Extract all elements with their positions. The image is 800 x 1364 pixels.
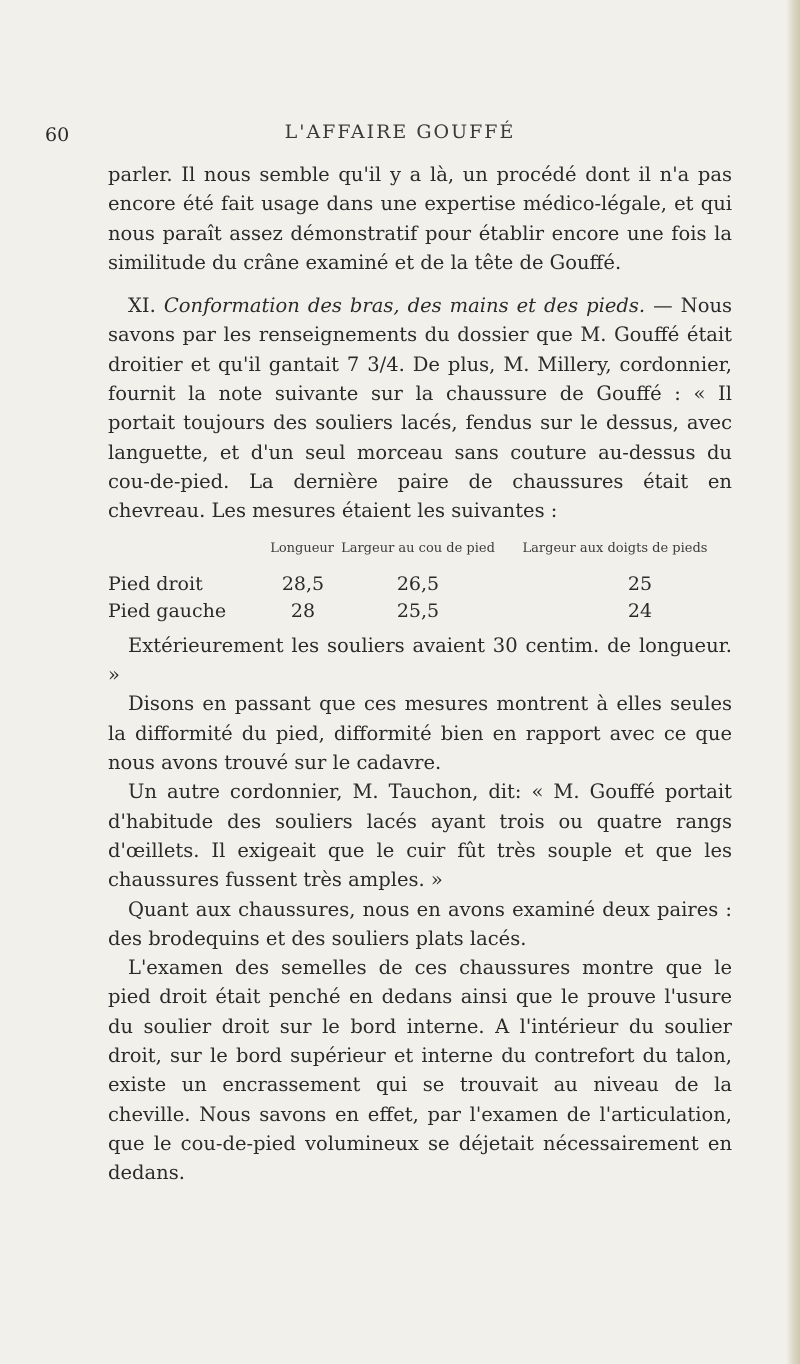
- row-label: Pied gauche: [108, 599, 227, 622]
- header-longueur: Longueur: [270, 540, 334, 556]
- cell-largeur-cou: 25,5: [396, 599, 440, 622]
- running-title: L'AFFAIRE GOUFFÉ: [284, 121, 516, 143]
- section-text: — Nous savons par les renseignements du dossier que M. Gouffé était droitier et qu'il gantait 7 3/4. De plus, M. Millery, cordonnier, fournit la note suivante sur la chaussure de Gouffé : « Il portait toujours des souliers lacés, fendus sur le dessus, avec languette, et d'un seul morceau sans couture au-dessus du cou-de-pied. La dernière paire de chaussures était en chevreau. Les mesures étaient les suivantes :: [108, 294, 733, 523]
- page-number: 60: [45, 124, 70, 146]
- page-edge: [786, 0, 800, 1364]
- cell-longueur: 28: [290, 599, 316, 622]
- cell-largeur-doigts: 25: [627, 572, 653, 595]
- paragraph-continuation: parler. Il nous semble qu'il y a là, un procédé dont il n'a pas encore été fait usage dans une expertise médico-légale, et qui nous paraît assez démonstratif pour établir encore une fois la similitude du crâne examiné et de la tête de Gouffé.: [108, 163, 732, 274]
- paragraph: Extérieurement les souliers avaient 30 centim. de longueur. »: [108, 633, 732, 687]
- cell-longueur: 28,5: [281, 572, 325, 595]
- table-row: [108, 598, 732, 625]
- table-row: [108, 571, 732, 598]
- cell-largeur-doigts: 24: [627, 599, 653, 622]
- header-largeur-doigts: Largeur aux doigts de pieds: [522, 540, 708, 556]
- row-label: Pied droit: [108, 572, 203, 595]
- section-number: XI.: [128, 294, 156, 318]
- body-text: [108, 160, 732, 1188]
- section-xi: [108, 291, 732, 525]
- paragraph: Disons en passant que ces mesures montrent à elles seules la difformité du pied, difformité bien en rapport avec ce que nous avons trouvé sur le cadavre.: [108, 692, 732, 775]
- section-title: Conformation des bras, des mains et des pieds.: [163, 294, 646, 318]
- cell-largeur-cou: 26,5: [396, 572, 440, 595]
- measurements-table: [108, 534, 732, 625]
- header-largeur-cou: Largeur au cou de pied: [341, 540, 495, 556]
- paragraph: Quant aux chaussures, nous en avons examiné deux paires : des brodequins et des souliers plats lacés.: [108, 897, 732, 950]
- paragraph: Un autre cordonnier, M. Tauchon, dit: « M. Gouffé portait d'habitude des souliers lacés ayant trois ou quatre rangs d'œillets. Il exigeait que le cuir fût très souple et que les chaussures fussent très amples. »: [108, 780, 732, 892]
- paragraph: L'examen des semelles de ces chaussures montre que le pied droit était penché en dedans ainsi que le prouve l'usure du soulier droit sur le bord interne. A l'intérieur du soulier droit, sur le bord supérieur et interne du contrefort du talon, existe un encrassement qui se trouvait au niveau de la cheville. Nous savons en effet, par l'examen de l'articulation, que le cou-de-pied volumineux se déjetait nécessairement en dedans.: [108, 956, 732, 1185]
